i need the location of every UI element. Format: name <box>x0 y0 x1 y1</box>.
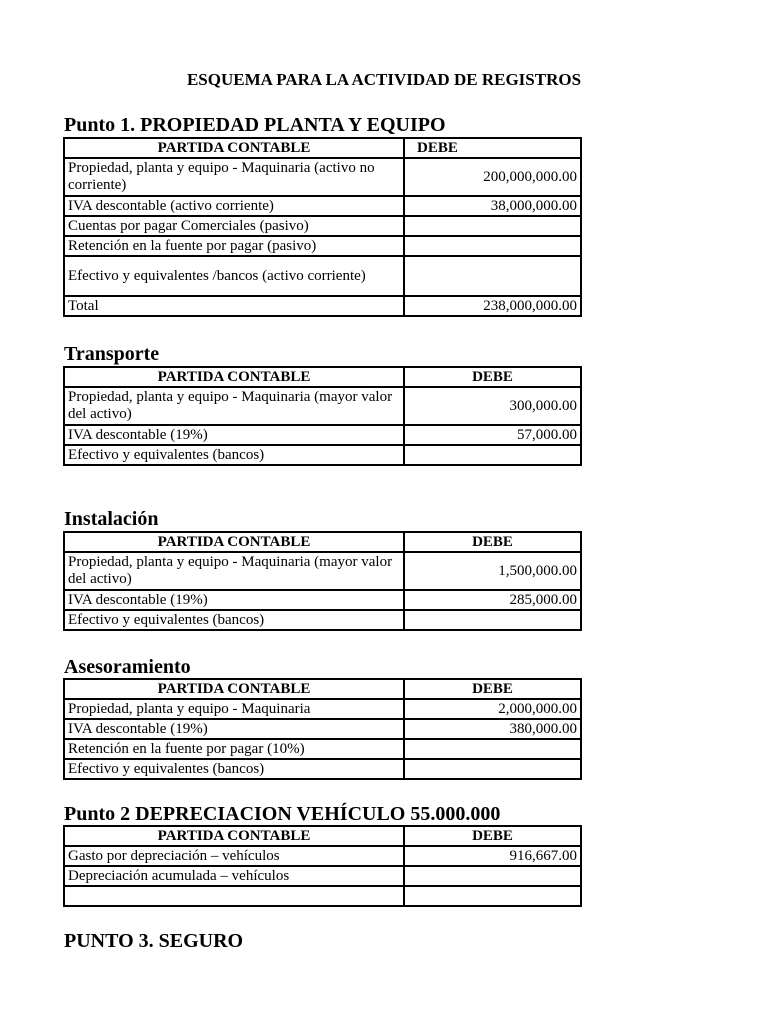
account-cell: Efectivo y equivalentes (bancos) <box>64 610 404 630</box>
debe-cell: 2,000,000.00 <box>404 699 581 719</box>
account-cell: Gasto por depreciación – vehículos <box>64 846 404 866</box>
total-row <box>64 296 581 316</box>
table-row <box>64 158 581 196</box>
column-header-debe: DEBE <box>404 367 581 387</box>
table-punto2 <box>63 825 582 907</box>
table-row <box>64 719 581 739</box>
section-heading-transporte: Transporte <box>64 343 160 365</box>
section-heading-punto2: Punto 2 DEPRECIACION VEHÍCULO 55.000.000 <box>64 803 501 825</box>
total-label: Total <box>64 296 404 316</box>
table-row <box>64 739 581 759</box>
table-header-row <box>64 138 581 158</box>
debe-cell <box>404 610 581 630</box>
debe-cell: 380,000.00 <box>404 719 581 739</box>
table-transporte <box>63 366 582 466</box>
table-header-row <box>64 679 581 699</box>
table-row <box>64 445 581 465</box>
table-header-row <box>64 532 581 552</box>
table-row <box>64 699 581 719</box>
debe-cell <box>404 739 581 759</box>
table-row <box>64 256 581 296</box>
document-title: ESQUEMA PARA LA ACTIVIDAD DE REGISTROS <box>186 70 582 89</box>
account-cell: Retención en la fuente por pagar (pasivo) <box>64 236 404 256</box>
account-cell: Depreciación acumulada – vehículos <box>64 866 404 886</box>
debe-cell: 285,000.00 <box>404 590 581 610</box>
column-header-partida: PARTIDA CONTABLE <box>64 679 404 699</box>
account-cell <box>64 886 404 906</box>
section-heading-asesoramiento: Asesoramiento <box>64 656 191 678</box>
table-row <box>64 216 581 236</box>
account-cell: Cuentas por pagar Comerciales (pasivo) <box>64 216 404 236</box>
debe-cell <box>404 445 581 465</box>
column-header-debe: DEBE <box>404 138 581 158</box>
table-row <box>64 425 581 445</box>
debe-cell <box>404 216 581 236</box>
debe-cell: 57,000.00 <box>404 425 581 445</box>
debe-cell <box>404 236 581 256</box>
account-cell: IVA descontable (19%) <box>64 425 404 445</box>
debe-cell <box>404 886 581 906</box>
account-cell: Efectivo y equivalentes /bancos (activo corriente) <box>64 256 404 296</box>
debe-cell <box>404 759 581 779</box>
account-cell: Propiedad, planta y equipo - Maquinaria (mayor valor del activo) <box>64 552 404 590</box>
table-asesoramiento <box>63 678 582 780</box>
column-header-partida: PARTIDA CONTABLE <box>64 532 404 552</box>
table-row <box>64 387 581 425</box>
debe-cell: 200,000,000.00 <box>404 158 581 196</box>
section-heading-punto3: PUNTO 3. SEGURO <box>64 930 244 952</box>
column-header-debe: DEBE <box>404 826 581 846</box>
account-cell: IVA descontable (19%) <box>64 719 404 739</box>
table-row <box>64 196 581 216</box>
debe-cell: 1,500,000.00 <box>404 552 581 590</box>
table-instalacion <box>63 531 582 631</box>
table-header-row <box>64 826 581 846</box>
total-value: 238,000,000.00 <box>404 296 581 316</box>
column-header-partida: PARTIDA CONTABLE <box>64 367 404 387</box>
debe-cell: 916,667.00 <box>404 846 581 866</box>
table-punto1 <box>63 137 582 317</box>
account-cell: Efectivo y equivalentes (bancos) <box>64 759 404 779</box>
table-row <box>64 759 581 779</box>
table-row <box>64 886 581 906</box>
account-cell: Propiedad, planta y equipo - Maquinaria (activo no corriente) <box>64 158 404 196</box>
column-header-debe: DEBE <box>404 679 581 699</box>
account-cell: Propiedad, planta y equipo - Maquinaria (mayor valor del activo) <box>64 387 404 425</box>
section-heading-punto1: Punto 1. PROPIEDAD PLANTA Y EQUIPO <box>64 114 446 136</box>
table-row <box>64 610 581 630</box>
account-cell: Efectivo y equivalentes (bancos) <box>64 445 404 465</box>
debe-cell <box>404 866 581 886</box>
column-header-partida: PARTIDA CONTABLE <box>64 826 404 846</box>
table-header-row <box>64 367 581 387</box>
section-heading-instalacion: Instalación <box>64 508 159 530</box>
account-cell: Propiedad, planta y equipo - Maquinaria <box>64 699 404 719</box>
column-header-partida: PARTIDA CONTABLE <box>64 138 404 158</box>
table-row <box>64 236 581 256</box>
debe-cell: 300,000.00 <box>404 387 581 425</box>
account-cell: IVA descontable (19%) <box>64 590 404 610</box>
table-row <box>64 846 581 866</box>
table-row <box>64 552 581 590</box>
column-header-debe: DEBE <box>404 532 581 552</box>
debe-cell <box>404 256 581 296</box>
table-row <box>64 590 581 610</box>
table-row <box>64 866 581 886</box>
debe-cell: 38,000,000.00 <box>404 196 581 216</box>
account-cell: Retención en la fuente por pagar (10%) <box>64 739 404 759</box>
account-cell: IVA descontable (activo corriente) <box>64 196 404 216</box>
